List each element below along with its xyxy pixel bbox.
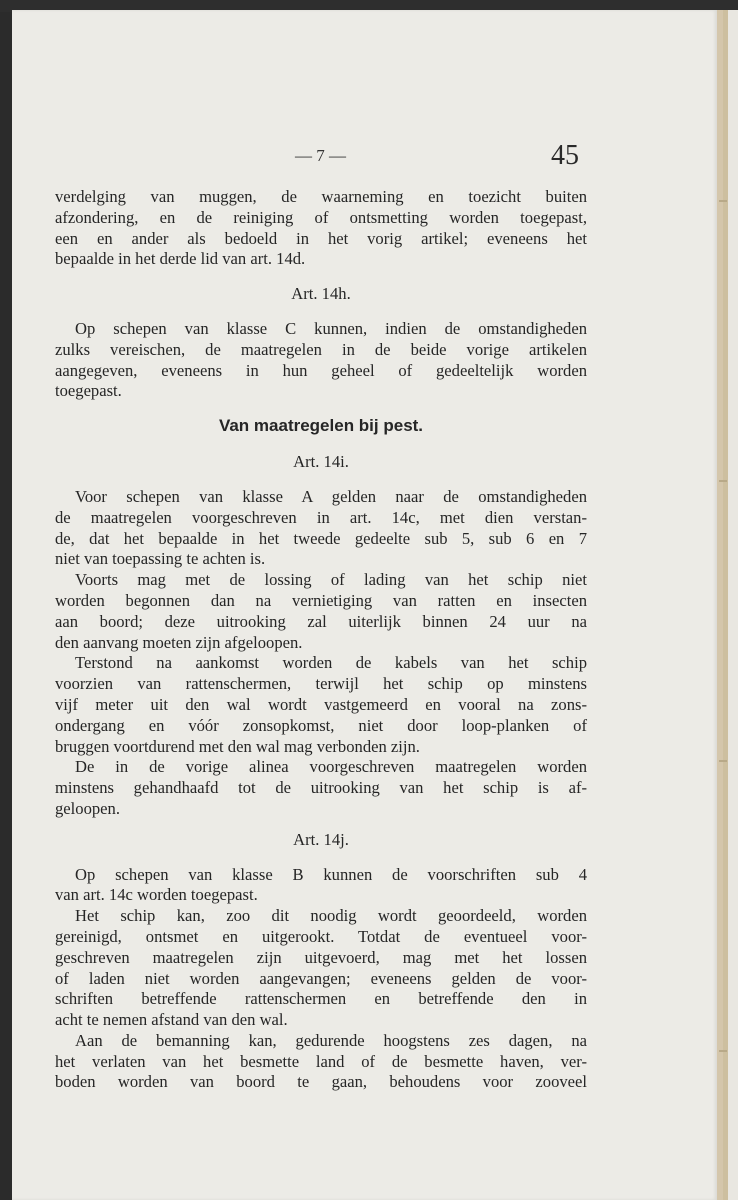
text-line: aangegeven, eveneens in hun geheel of gedeeltelijk worden	[55, 360, 587, 380]
text-line: ondergang en vóór zonsopkomst, niet door loop-planken of	[55, 715, 587, 735]
paragraph	[55, 487, 587, 570]
text-line: de, dat het bepaalde in het tweede gedeelte sub 5, sub 6 en 7	[55, 528, 587, 548]
section-title: Van maatregelen bij pest.	[218, 416, 424, 436]
text-line: voorzien van rattenschermen, terwijl het schip op minstens	[55, 674, 587, 694]
text-line: boden worden van boord te gaan, behoudens voor zooveel	[55, 1072, 587, 1092]
article-heading: Art. 14j.	[293, 829, 349, 849]
text-line: worden begonnen dan na vernietiging van ratten en insecten	[55, 590, 587, 610]
paragraph	[55, 757, 587, 819]
text-line: niet van toepassing te achten is.	[55, 549, 266, 569]
text-line: zulks vereischen, de maatregelen in de beide vorige artikelen	[55, 339, 587, 359]
text-line: bepaalde in het derde lid van art. 14d.	[55, 249, 306, 269]
page-body	[55, 187, 587, 1093]
text-line: het verlaten van het besmette land of de besmette haven, ver-	[55, 1051, 587, 1071]
paragraph	[55, 319, 587, 402]
text-line: acht te nemen afstand van den wal.	[55, 1010, 288, 1030]
paragraph	[55, 906, 587, 1031]
text-line: minstens gehandhaafd tot de uitrooking van het schip is af-	[55, 778, 587, 798]
text-line: Het schip kan, zoo dit noodig wordt geoordeeld, worden	[75, 906, 587, 926]
text-line: afzondering, en de reiniging of ontsmetting worden toegepast,	[55, 207, 587, 227]
text-line: vijf meter uit den wal wordt vastgemeerd en vooral na zons-	[55, 694, 587, 714]
text-line: de maatregelen voorgeschreven in art. 14c, met dien verstan-	[55, 507, 587, 527]
page-edge-mark	[719, 200, 727, 202]
text-line: De in de vorige alinea voorgeschreven maatregelen worden	[75, 757, 587, 777]
text-line: of laden niet worden aangevangen; eveneens gelden de voor-	[55, 968, 587, 988]
page-edge-mark	[719, 760, 727, 762]
text-line: geloopen.	[55, 798, 120, 818]
page-edge	[728, 10, 738, 1200]
text-line: geschreven maatregelen zijn uitgevoerd, mag met het lossen	[55, 947, 587, 967]
page-number: 45	[551, 140, 579, 171]
page-number-center: — 7 —	[295, 146, 346, 165]
text-line: Terstond na aankomst worden de kabels van het schip	[75, 653, 587, 673]
text-line: gereinigd, ontsmet en uitgerookt. Totdat de eventueel voor-	[55, 926, 587, 946]
page-edge-mark	[719, 1050, 727, 1052]
text-line: Op schepen van klasse C kunnen, indien de omstandigheden	[75, 318, 587, 338]
paragraph	[55, 865, 587, 907]
text-line: een en ander als bedoeld in het vorig artikel; eveneens het	[55, 228, 587, 248]
paragraph	[55, 1031, 587, 1093]
text-line: Voorts mag met de lossing of lading van het schip niet	[75, 570, 587, 590]
text-line: Voor schepen van klasse A gelden naar de omstandigheden	[75, 486, 587, 506]
paragraph	[55, 653, 587, 757]
page-header	[55, 140, 587, 180]
text-line: verdelging van muggen, de waarneming en toezicht buiten	[55, 187, 587, 206]
text-line: Op schepen van klasse B kunnen de voorschriften sub 4	[75, 864, 587, 884]
page-edge-mark	[719, 480, 727, 482]
text-line: schriften betreffende rattenschermen en betreffende den in	[55, 989, 587, 1009]
article-heading: Art. 14i.	[293, 452, 349, 472]
text-line: den aanvang moeten zijn afgeloopen.	[55, 632, 303, 652]
text-line: toegepast.	[55, 381, 122, 401]
text-line: bruggen voortdurend met den wal mag verbonden zijn.	[55, 736, 420, 756]
text-line: aan boord; deze uitrooking zal uiterlijk binnen 24 uur na	[55, 611, 587, 631]
text-line: Aan de bemanning kan, gedurende hoogstens zes dagen, na	[75, 1030, 587, 1050]
paragraph	[55, 570, 587, 653]
article-heading: Art. 14h.	[291, 284, 351, 304]
paragraph	[55, 187, 587, 270]
text-line: van art. 14c worden toegepast.	[55, 885, 258, 905]
